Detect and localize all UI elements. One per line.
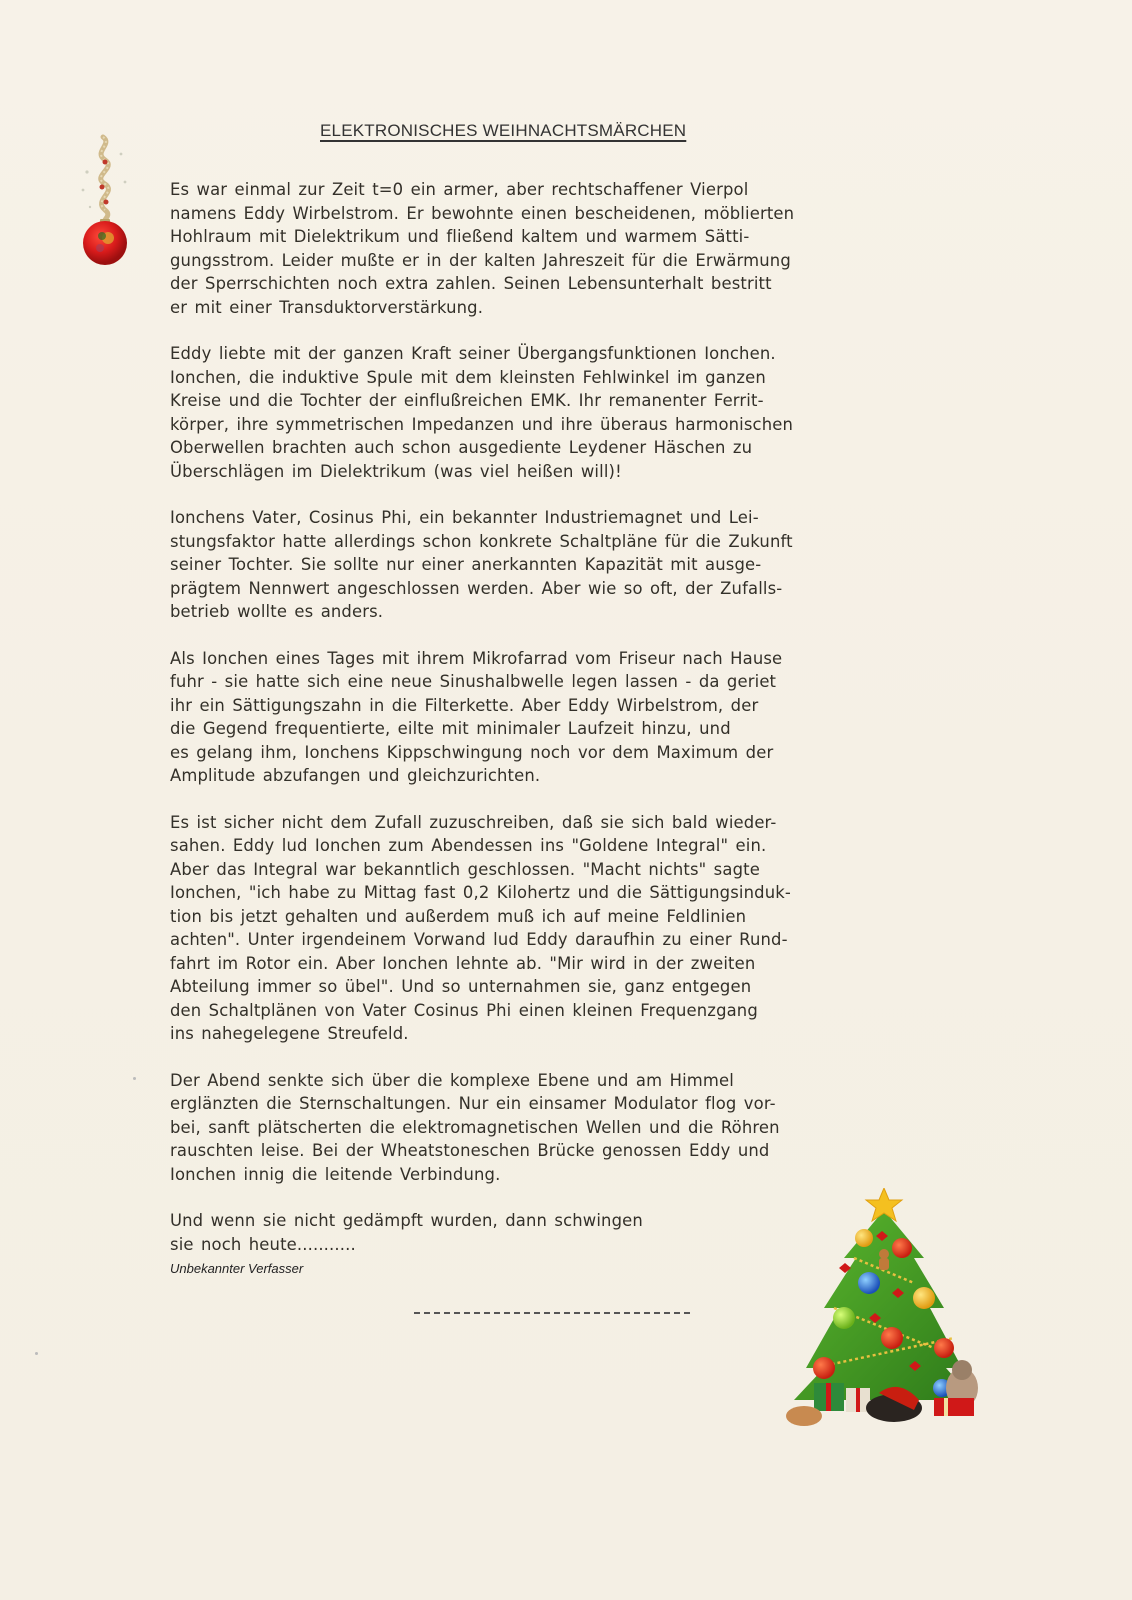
text-line: Eddy liebte mit der ganzen Kraft seiner Übergangsfunktionen Ionchen.	[170, 344, 776, 363]
text-line: seiner Tochter. Sie sollte nur einer anerkannten Kapazität mit ausge-	[170, 555, 762, 574]
author-credit: Unbekannter Verfasser	[170, 1261, 304, 1276]
text-line: Ionchens Vater, Cosinus Phi, ein bekannter Industriemagnet und Lei-	[170, 508, 759, 527]
story-body	[170, 178, 940, 1279]
paragraph-4	[170, 647, 940, 788]
text-line: Es war einmal zur Zeit t=0 ein armer, aber rechtschaffener Vierpol	[170, 180, 749, 199]
text-line: fuhr - sie hatte sich eine neue Sinushalbwelle legen lassen - da geriet	[170, 672, 777, 691]
text-line: bei, sanft plätscherten die elektromagnetischen Wellen und die Röhren	[170, 1117, 780, 1137]
text-line: prägtem Nennwert angeschlossen werden. Aber wie so oft, der Zufalls-	[170, 578, 783, 598]
paragraph-3	[170, 506, 940, 624]
text-line: Überschlägen im Dielektrikum (was viel heißen will)!	[170, 461, 622, 481]
text-line: gungsstrom. Leider mußte er in der kalten Jahreszeit für die Erwärmung	[170, 250, 791, 270]
dashed-separator	[414, 1312, 690, 1314]
text-line: Ionchen, die induktive Spule mit dem kleinsten Fehlwinkel im ganzen	[170, 367, 766, 387]
text-line: stungsfaktor hatte allerdings schon konkrete Schaltpläne für die Zukunft	[170, 531, 793, 551]
text-line: den Schaltplänen von Vater Cosinus Phi einen kleinen Frequenzgang	[170, 1000, 758, 1020]
text-line: namens Eddy Wirbelstrom. Er bewohnte einen bescheidenen, möblierten	[170, 203, 795, 223]
paragraph-5	[170, 811, 940, 1046]
paper-speck	[35, 1352, 38, 1355]
text-line: Hohlraum mit Dielektrikum und fließend kaltem und warmem Sätti-	[170, 227, 750, 246]
text-line: Es ist sicher nicht dem Zufall zuzuschreiben, daß sie sich bald wieder-	[170, 812, 777, 832]
text-line: es gelang ihm, Ionchens Kippschwingung noch vor dem Maximum der	[170, 742, 774, 762]
text-line: ihr ein Sättigungszahn in die Filterkette. Aber Eddy Wirbelstrom, der	[170, 695, 759, 715]
text-line: sie noch heute...........	[170, 1234, 356, 1254]
paragraph-6	[170, 1069, 940, 1187]
text-line: tion bis jetzt gehalten und außerdem muß ich auf meine Feldlinien	[170, 906, 747, 926]
text-line: Aber das Integral war bekanntlich geschlossen. "Macht nichts" sagte	[170, 859, 760, 879]
text-line: Und wenn sie nicht gedämpft wurden, dann schwingen	[170, 1211, 643, 1230]
text-line: ins nahegelegene Streufeld.	[170, 1024, 409, 1043]
christmas-ornament-icon	[75, 132, 135, 267]
text-line: Ionchen, "ich habe zu Mittag fast 0,2 Kilohertz und die Sättigungsinduk-	[170, 883, 791, 902]
text-line: Ionchen innig die leitende Verbindung.	[170, 1164, 501, 1184]
text-line: er mit einer Transduktorverstärkung.	[170, 297, 484, 317]
text-line: der Sperrschichten noch extra zahlen. Seinen Lebensunterhalt bestritt	[170, 274, 772, 293]
text-line: Als Ionchen eines Tages mit ihrem Mikrofarrad vom Friseur nach Hause	[170, 648, 783, 668]
text-line: fahrt im Rotor ein. Aber Ionchen lehnte ab. "Mir wird in der zweiten	[170, 953, 756, 973]
text-line: Amplitude abzufangen und gleichzurichten.	[170, 766, 541, 785]
text-line: betrieb wollte es anders.	[170, 602, 384, 621]
paragraph-1	[170, 178, 940, 319]
text-line: rauschten leise. Bei der Wheatstoneschen Brücke genossen Eddy und	[170, 1141, 770, 1160]
text-line: die Gegend frequentierte, eilte mit minimaler Laufzeit hinzu, und	[170, 719, 731, 738]
paper-speck	[133, 1077, 136, 1080]
text-line: Oberwellen brachten auch schon ausgediente Leydener Häschen zu	[170, 438, 753, 457]
christmas-tree-icon	[784, 1188, 1004, 1438]
text-line: Abteilung immer so übel". Und so unternahmen sie, ganz entgegen	[170, 977, 752, 996]
text-line: achten". Unter irgendeinem Vorwand lud Eddy daraufhin zu einer Rund-	[170, 930, 788, 949]
page-title: ELEKTRONISCHES WEIHNACHTSMÄRCHEN	[320, 121, 687, 140]
text-line: körper, ihre symmetrischen Impedanzen und ihre überaus harmonischen	[170, 414, 794, 434]
paragraph-2	[170, 342, 940, 483]
text-line: Kreise und die Tochter der einflußreichen EMK. Ihr remanenter Ferrit-	[170, 391, 764, 410]
text-line: erglänzten die Sternschaltungen. Nur ein einsamer Modulator flog vor-	[170, 1094, 776, 1113]
text-line: Der Abend senkte sich über die komplexe Ebene und am Himmel	[170, 1070, 734, 1090]
text-line: sahen. Eddy lud Ionchen zum Abendessen ins "Goldene Integral" ein.	[170, 836, 767, 855]
